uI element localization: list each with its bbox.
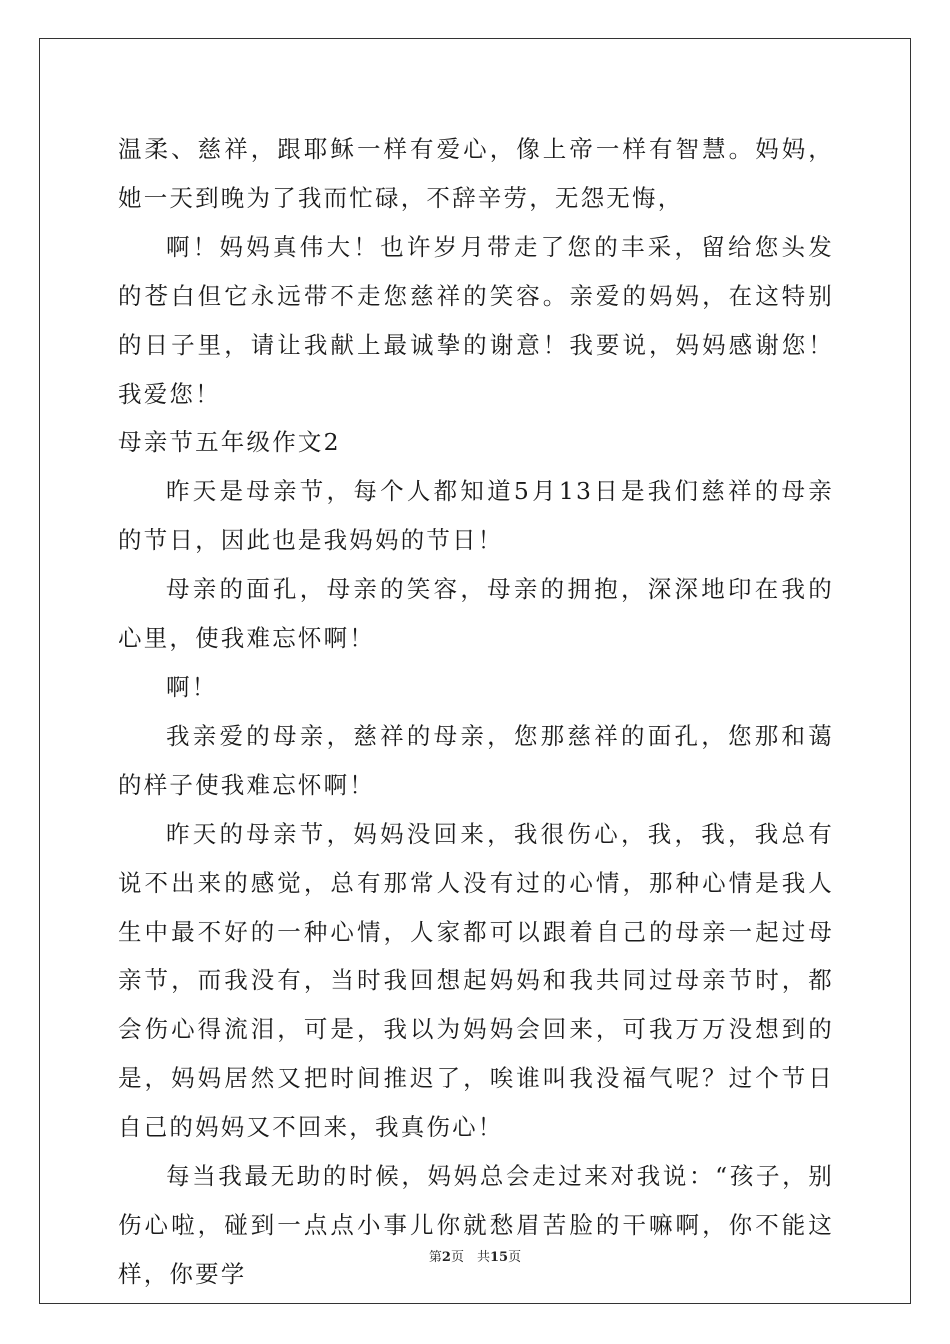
paragraph: 啊！	[166, 672, 218, 701]
paragraph: 昨天是母亲节，每个人都知道5月13日是我们慈祥的母亲的节日，因此也是我妈妈的节日！	[118, 477, 834, 555]
paragraph: 温柔、慈祥，跟耶稣一样有爱心，像上帝一样有智慧。妈妈，她一天到晚为了我而忙碌，不辞辛劳，无怨无悔，	[118, 135, 834, 212]
footer-middle: 页 共	[450, 1250, 490, 1265]
current-page-number: 2	[441, 1250, 451, 1265]
document-body	[118, 125, 834, 1299]
total-page-count: 15	[489, 1250, 509, 1265]
footer-prefix: 第	[428, 1250, 442, 1265]
footer-suffix: 页	[508, 1250, 522, 1265]
paragraph: 母亲的面孔，母亲的笑容，母亲的拥抱，深深地印在我的心里，使我难忘怀啊！	[118, 575, 834, 653]
page-footer	[0, 1246, 950, 1265]
section-heading: 母亲节五年级作文2	[118, 428, 341, 457]
paragraph: 昨天的母亲节，妈妈没回来，我很伤心，我，我，我总有说不出来的感觉，总有那常人没有过的心情，那种心情是我人生中最不好的一种心情，人家都可以跟着自己的母亲一起过母亲节，而我没有，当时我回想起妈妈和我共同过母亲节时，都会伤心得流泪，可是，我以为妈妈会回来，可我万万没想到的是，妈妈居然又把时间推迟了，唉谁叫我没福气呢？过个节日自己的妈妈又不回来，我真伤心！	[118, 819, 834, 1142]
paragraph: 我亲爱的母亲，慈祥的母亲，您那慈祥的面孔，您那和蔼的样子使我难忘怀啊！	[118, 721, 834, 799]
paragraph: 啊！妈妈真伟大！也许岁月带走了您的丰采，留给您头发的苍白但它永远带不走您慈祥的笑容。亲爱的妈妈，在这特别的日子里，请让我献上最诚挚的谢意！我要说，妈妈感谢您！我爱您！	[118, 232, 834, 408]
paragraph: 每当我最无助的时候，妈妈总会走过来对我说：“孩子，别伤心啦，碰到一点点小事儿你就愁眉苦脸的干嘛啊，你不能这样，你要学	[118, 1162, 834, 1288]
